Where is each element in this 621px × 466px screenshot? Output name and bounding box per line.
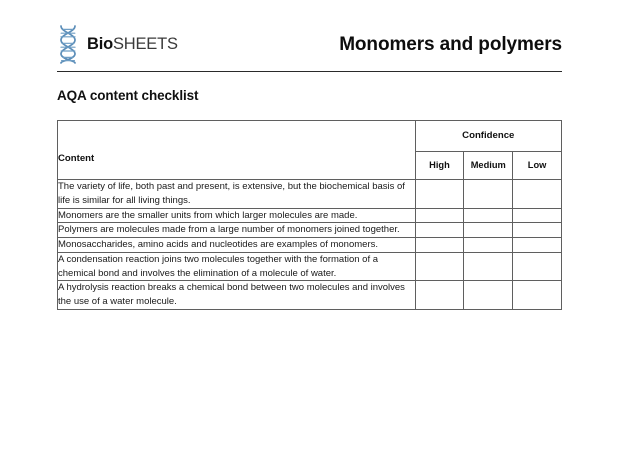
confidence-cell-medium[interactable]: [464, 180, 513, 209]
content-checklist-table: [57, 120, 562, 310]
header-divider: [57, 71, 562, 72]
confidence-cell-low[interactable]: [513, 252, 562, 281]
content-cell: A hydrolysis reaction breaks a chemical bond between two molecules and involves the use of a water molecule.: [58, 281, 416, 310]
confidence-cell-medium[interactable]: [464, 208, 513, 223]
header-label-content: Content: [58, 152, 95, 164]
content-cell: Monosaccharides, amino acids and nucleotides are examples of monomers.: [58, 238, 416, 253]
table-row: [58, 281, 562, 310]
confidence-cell-high[interactable]: [415, 252, 464, 281]
confidence-cell-medium[interactable]: [464, 238, 513, 253]
content-cell: The variety of life, both past and present, is extensive, but the biochemical basis of life is similar for all living things.: [58, 180, 416, 209]
confidence-cell-low[interactable]: [513, 208, 562, 223]
confidence-cell-high[interactable]: [415, 238, 464, 253]
content-cell: Polymers are molecules made from a large number of monomers joined together.: [58, 223, 416, 238]
table-row: [58, 208, 562, 223]
table-header-row-group: [58, 121, 562, 152]
brand-name-regular: SHEETS: [112, 34, 178, 53]
brand-name-bold: Bio: [87, 34, 113, 53]
confidence-cell-low[interactable]: [513, 281, 562, 310]
confidence-cell-medium[interactable]: [464, 223, 513, 238]
confidence-cell-high[interactable]: [415, 223, 464, 238]
header-cell-content: [58, 121, 416, 180]
table-row: [58, 238, 562, 253]
confidence-cell-medium[interactable]: [464, 281, 513, 310]
confidence-cell-high[interactable]: [415, 281, 464, 310]
confidence-cell-low[interactable]: [513, 223, 562, 238]
table-row: [58, 180, 562, 209]
header-cell-medium: Medium: [464, 151, 513, 179]
confidence-cell-medium[interactable]: [464, 252, 513, 281]
confidence-cell-low[interactable]: [513, 238, 562, 253]
brand-wordmark: [87, 36, 178, 53]
section-subheading: AQA content checklist: [57, 88, 199, 103]
header-cell-low: Low: [513, 151, 562, 179]
header-cell-confidence: Confidence: [415, 121, 561, 152]
confidence-cell-low[interactable]: [513, 180, 562, 209]
content-cell: A condensation reaction joins two molecules together with the formation of a chemical bond and involves the elimination of a molecule of water.: [58, 252, 416, 281]
page-title: Monomers and polymers: [339, 33, 562, 55]
page-header: [57, 22, 562, 66]
content-cell: Monomers are the smaller units from which larger molecules are made.: [58, 208, 416, 223]
table-row: [58, 252, 562, 281]
table-row: [58, 223, 562, 238]
confidence-cell-high[interactable]: [415, 180, 464, 209]
brand-logo: [57, 24, 178, 64]
header-cell-high: High: [415, 151, 464, 179]
confidence-cell-high[interactable]: [415, 208, 464, 223]
dna-helix-icon: [57, 24, 79, 64]
